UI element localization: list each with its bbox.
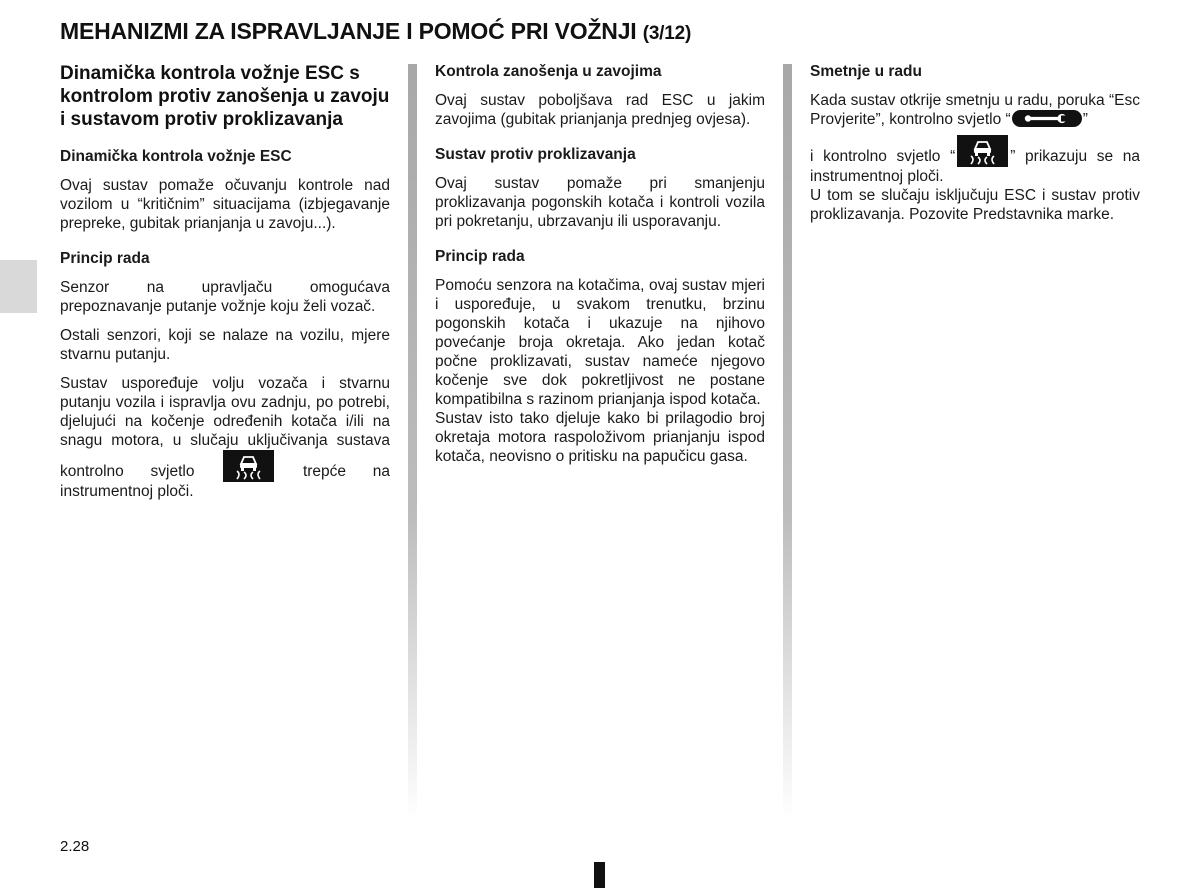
- bottom-marker: [594, 862, 605, 888]
- page-number: 2.28: [60, 838, 90, 855]
- column-divider-2: [783, 64, 792, 820]
- subheading-zanosenje: Kontrola zanošenja u zavojima: [435, 63, 662, 80]
- subheading-proklizavanje: Sustav protiv proklizavanja: [435, 146, 636, 163]
- paragraph-smetnje-quote: ”: [1082, 111, 1088, 128]
- paragraph-usporeduje-end: trepće na instrumentnoj ploči.: [60, 463, 390, 500]
- paragraph-proklizavanje: Ovaj sustav pomaže pri smanjenju proklizavanja pogonskih kotača i kontroli vozila pri pokretanju, ubrzavanju ili usporavanju.: [435, 175, 765, 230]
- paragraph-iskljucuju: U tom se slučaju isključuju ESC i sustav protiv proklizavanja. Pozovite Predstavnika marke.: [810, 187, 1140, 223]
- paragraph-kontrolno-text-end: ” prikazuju se na instrumentnoj ploči.: [810, 148, 1140, 185]
- paragraph-smetnje-text: Kada sustav otkrije smetnju u radu, poruka “Esc Provjerite”, kontrolno svjetlo “: [810, 92, 1140, 128]
- paragraph-kontrolno-svjetlo: [810, 135, 1140, 186]
- subheading-smetnje: Smetnje u radu: [810, 63, 922, 80]
- paragraph-senzori-kotaci: Pomoću senzora na kotačima, ovaj sustav mjeri i uspoređuje, u svakom trenutku, brzinu pogonskih kotača i ukazuje na njihovo povećanje broja okretaja. Ako jedan kotač počne proklizavati, sustav nameće njegovo kočenje sve dok pokretljivost ne postane kompatibilna s razinom prianjanja ispod kotača.: [435, 277, 765, 408]
- page-title-text: MEHANIZMI ZA ISPRAVLJANJE I POMOĆ PRI VOŽNJI: [60, 18, 637, 44]
- subheading-princip-rada-1: Princip rada: [60, 250, 150, 267]
- paragraph-zanosenje: Ovaj sustav poboljšava rad ESC u jakim zavojima (gubitak prianjanja prednjeg ovjesa).: [435, 92, 765, 128]
- paragraph-ostali-senzori: Ostali senzori, koji se nalaze na vozilu, mjere stvarnu putanju.: [60, 327, 390, 363]
- column-1: [60, 62, 390, 511]
- paragraph-broj-okretaja: Sustav isto tako djeluje kako bi prilagodio broj okretaja motora raspoloživom prianjanju ispod kotača, neovisno o pritisku na papučicu gasa.: [435, 410, 765, 465]
- subheading-princip-rada-2: Princip rada: [435, 248, 525, 265]
- paragraph-esc: Ovaj sustav pomaže očuvanju kontrole nad vozilom u “kritičnim” situacijama (izbjegavanje prepreke, gubitak prianjanja u zavoju...).: [60, 177, 390, 232]
- esc-skid-warning-icon-2: [957, 135, 1008, 167]
- paragraph-smetnje-poruka: [810, 91, 1140, 129]
- paragraph-kontrolno-text-start: i kontrolno svjetlo “: [810, 148, 956, 165]
- column-2: [435, 62, 765, 476]
- service-wrench-warning-icon: [1012, 110, 1082, 127]
- paragraph-usporeduje-text: Sustav uspoređuje volju vozača i stvarnu putanju vozila i ispravlja ovu zadnju, po potrebi, djelujući na kočenje određenih kotača i/ili na snagu motora, u slučaju uključivanja sustava kontrolno svjetlo: [60, 375, 390, 480]
- paragraph-usporeduje: [60, 374, 390, 501]
- subheading-esc: Dinamička kontrola vožnje ESC: [60, 148, 292, 165]
- esc-skid-warning-icon: [223, 450, 274, 482]
- section-heading-esc: Dinamička kontrola vožnje ESC s kontrolom protiv zanošenja u zavoju i sustavom protiv proklizavanja: [60, 63, 390, 130]
- page-title: [60, 18, 691, 45]
- page-of: (3/12): [642, 23, 692, 44]
- chapter-tab: [0, 260, 37, 313]
- column-3: [810, 62, 1140, 234]
- paragraph-senzor: Senzor na upravljaču omogućava prepoznavanje putanje vožnje koju želi vozač.: [60, 279, 390, 315]
- column-divider-1: [408, 64, 417, 820]
